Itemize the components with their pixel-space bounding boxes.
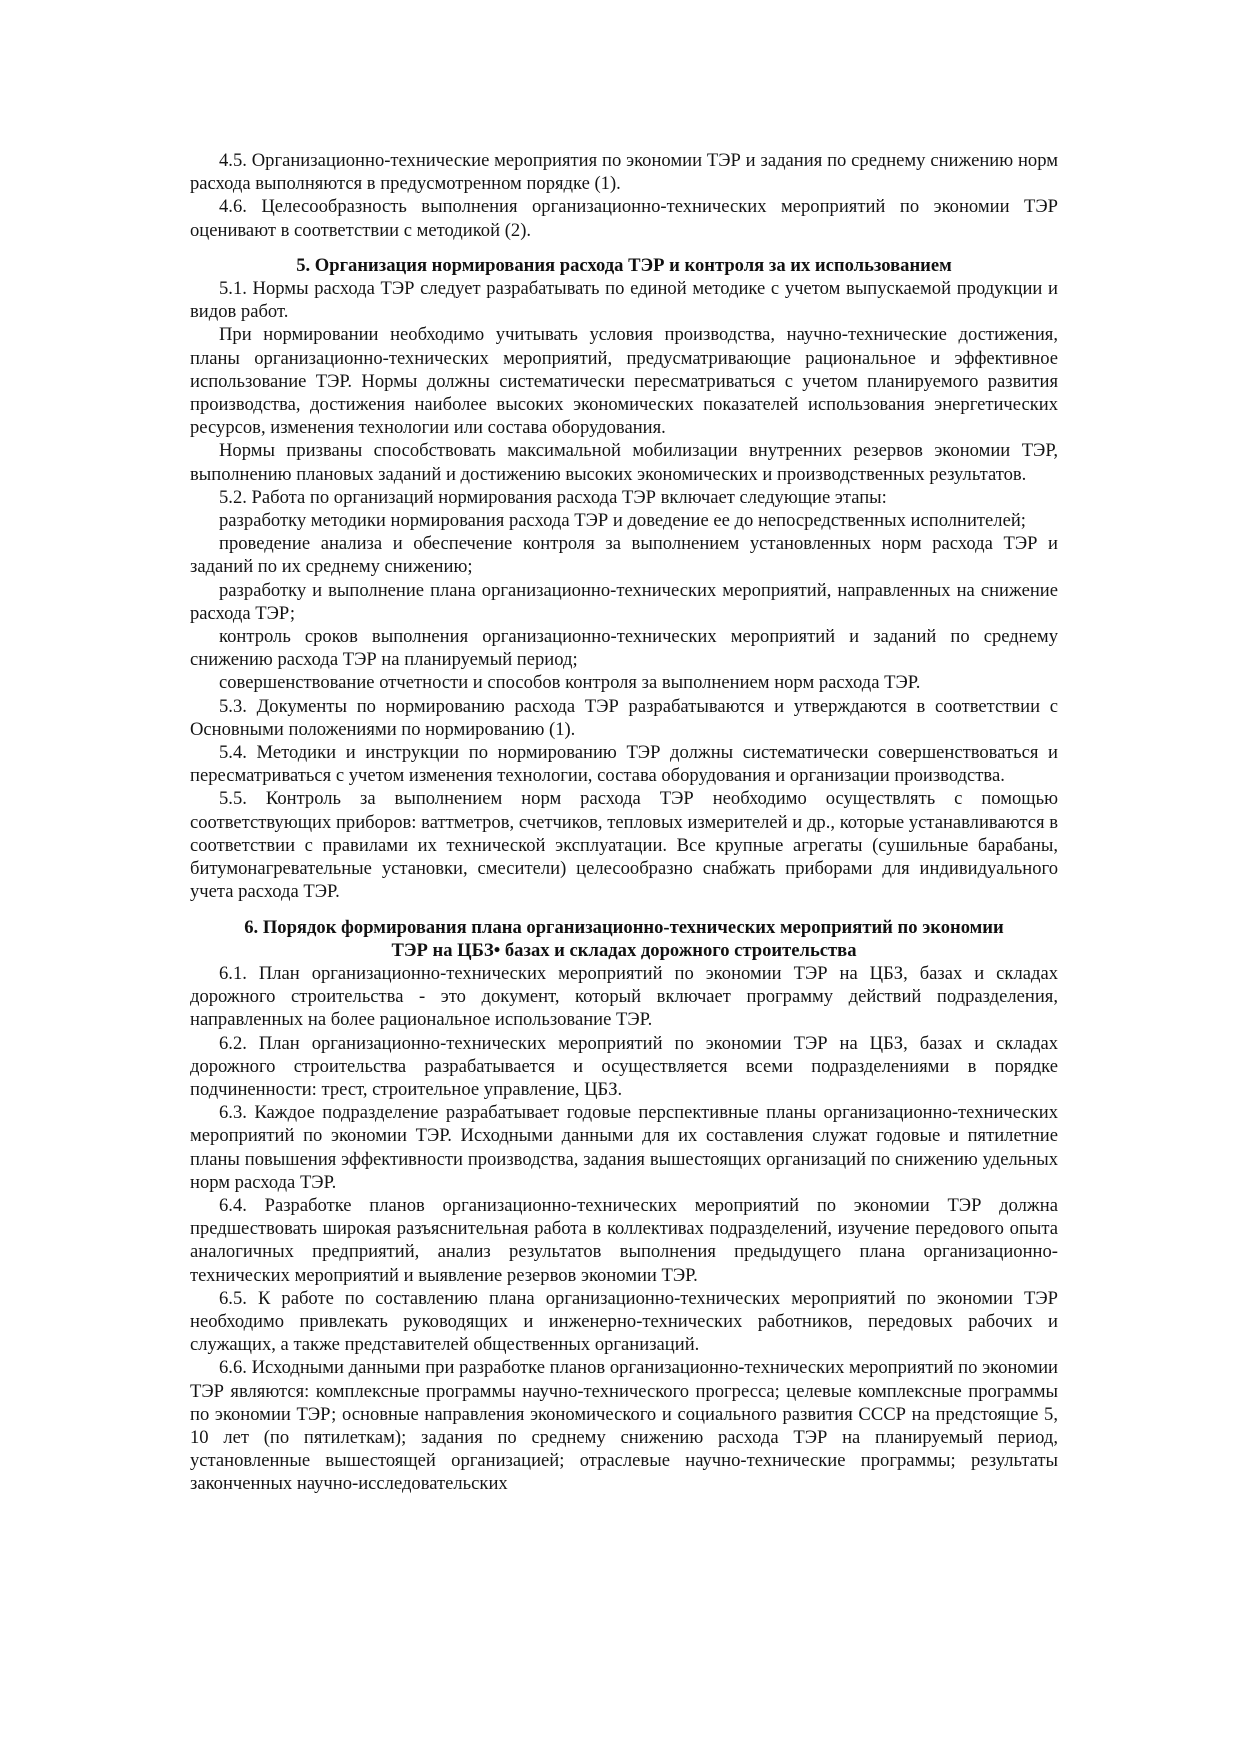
paragraph-5-1-conditions: При нормировании необходимо учитывать условия производства, научно-технические достижения, планы организационно-технических мероприятий, предусматривающие рациональное и эффективное использование ТЭР. Нормы должны систематически пересматриваться с учетом планируемого развития производства, достижения наиболее высоких экономических показателей использования энергетических ресурсов, изменения технологии или состава оборудования. [190, 324, 1058, 439]
paragraph-4-6: 4.6. Целесообразность выполнения организационно-технических мероприятий по экономии ТЭР оценивают в соответствии с методикой (2). [190, 196, 1058, 241]
section-6-heading-line2: ТЭР на ЦБЗ• базах и складах дорожного строительства [391, 939, 857, 961]
paragraph-5-1-purpose: Нормы призваны способствовать максимальной мобилизации внутренних резервов экономии ТЭР, выполнению плановых заданий и достижению высоких экономических и производственных результатов. [190, 440, 1058, 485]
paragraph-6-5: 6.5. К работе по составлению плана организационно-технических мероприятий по экономии ТЭР необходимо привлекать руководящих и инженерно-технических работников, передовых рабочих и служащих, а также представителей общественных организаций. [190, 1287, 1058, 1356]
list-item-analysis: проведение анализа и обеспечение контроля за выполнением установленных норм расхода ТЭР и заданий по их среднему снижению; [190, 533, 1058, 578]
section-6-heading-line1: 6. Порядок формирования плана организационно-технических мероприятий по экономии [244, 916, 1004, 938]
paragraph-5-1: 5.1. Нормы расхода ТЭР следует разрабатывать по единой методике с учетом выпускаемой продукции и видов работ. [190, 278, 1058, 323]
section-5-heading: 5. Организация нормирования расхода ТЭР и контроля за их использованием [296, 254, 952, 276]
paragraph-5-5: 5.5. Контроль за выполнением норм расхода ТЭР необходимо осуществлять с помощью соответствующих приборов: ваттметров, счетчиков, тепловых измерителей и др., которые устанавливаются в соответствии с правилами их технической эксплуатации. Все крупные агрегаты (сушильные барабаны, битумонагревательные установки, смесители) целесообразно снабжать приборами для индивидуального учета расхода ТЭР. [190, 788, 1058, 903]
list-item-reporting: совершенствование отчетности и способов контроля за выполнением норм расхода ТЭР. [219, 672, 921, 694]
paragraph-6-1: 6.1. План организационно-технических мероприятий по экономии ТЭР на ЦБЗ, базах и складах дорожного строительства - это документ, который включает программу действий подразделения, направленных на более рациональное использование ТЭР. [190, 962, 1058, 1031]
paragraph-5-2: 5.2. Работа по организаций нормирования расхода ТЭР включает следующие этапы: [219, 486, 887, 508]
paragraph-6-3: 6.3. Каждое подразделение разрабатывает годовые перспективные планы организационно-технических мероприятий по экономии ТЭР. Исходными данными для их составления служат годовые и пятилетние планы повышения эффективности производства, задания вышестоящих организаций по снижению удельных норм расхода ТЭР. [190, 1102, 1058, 1193]
paragraph-6-2: 6.2. План организационно-технических мероприятий по экономии ТЭР на ЦБЗ, базах и складах дорожного строительства разрабатывается и осуществляется всеми подразделениями в порядке подчиненности: трест, строительное управление, ЦБЗ. [190, 1032, 1058, 1100]
paragraph-5-3: 5.3. Документы по нормированию расхода ТЭР разрабатываются и утверждаются в соответствии с Основными положениями по нормированию (1). [190, 695, 1058, 740]
list-item-plan: разработку и выполнение плана организационно-технических мероприятий, направленных на снижение расхода ТЭР; [190, 579, 1058, 624]
paragraph-6-4: 6.4. Разработке планов организационно-технических мероприятий по экономии ТЭР должна предшествовать широкая разъяснительная работа в коллективах подразделений, изучение передового опыта аналогичных предприятий, анализ результатов выполнения предыдущего плана организационно-технических мероприятий и выявление резервов экономии ТЭР. [190, 1194, 1058, 1286]
list-item-methodology: разработку методики нормирования расхода ТЭР и доведение ее до непосредственных исполнителей; [219, 510, 1026, 532]
list-item-deadlines: контроль сроков выполнения организационно-технических мероприятий и заданий по среднему снижению расхода ТЭР на планируемый период; [190, 626, 1058, 671]
paragraph-5-4: 5.4. Методики и инструкции по нормированию ТЭР должны систематически совершенствоваться и пересматриваться с учетом изменения технологии, состава оборудования и организации производства. [190, 742, 1058, 787]
document-page [190, 149, 1058, 1496]
paragraph-6-6: 6.6. Исходными данными при разработке планов организационно-технических мероприятий по экономии ТЭР являются: комплексные программы научно-технического прогресса; целевые комплексные программы по экономии ТЭР; основные направления экономического и социального развития СССР на предстоящие 5, 10 лет (по пятилеткам); задания по среднему снижению расхода ТЭР на планируемый период, установленные вышестоящей организацией; отраслевые научно-технические программы; результаты законченных научно-исследовательских [190, 1357, 1058, 1495]
paragraph-4-5: 4.5. Организационно-технические мероприятия по экономии ТЭР и задания по среднему снижению норм расхода выполняются в предусмотренном порядке (1). [190, 150, 1058, 195]
